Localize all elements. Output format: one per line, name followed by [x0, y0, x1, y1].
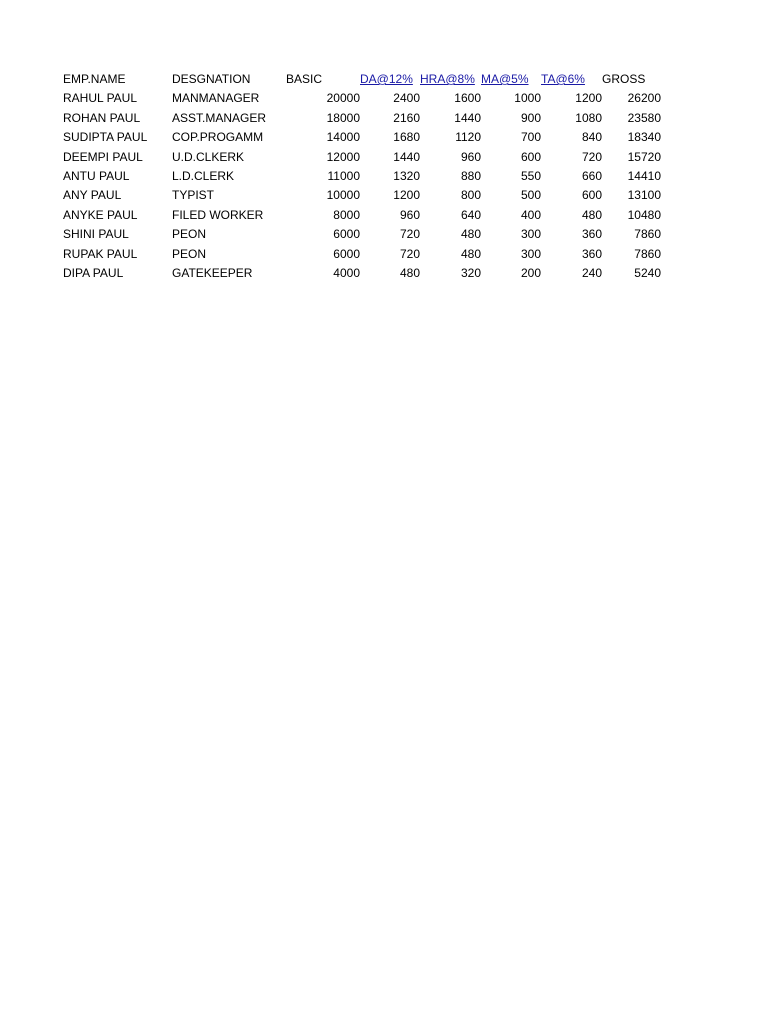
- cell-designation: PEON: [172, 246, 207, 261]
- cell-designation: PEON: [172, 227, 207, 242]
- cell-ma: 1000: [514, 91, 541, 106]
- payroll-table: [63, 70, 661, 283]
- cell-gross: 18340: [627, 130, 661, 145]
- cell-designation: TYPIST: [172, 188, 215, 203]
- cell-da: 2400: [393, 91, 420, 106]
- cell-designation: GATEKEEPER: [172, 266, 253, 281]
- cell-emp-name: ANTU PAUL: [63, 169, 130, 184]
- cell-basic: 6000: [333, 246, 360, 261]
- header-gross: GROSS: [602, 72, 646, 86]
- cell-ma: 550: [520, 169, 541, 184]
- cell-gross: 23580: [627, 110, 661, 125]
- cell-da: 2160: [393, 110, 420, 125]
- cell-ta: 1080: [575, 110, 602, 125]
- cell-da: 720: [399, 227, 420, 242]
- header-ta-label[interactable]: TA@6%: [541, 72, 585, 86]
- cell-designation: MANMANAGER: [172, 91, 260, 106]
- table-row: [63, 109, 661, 128]
- cell-ta: 1200: [575, 91, 602, 106]
- cell-ta: 480: [581, 207, 602, 222]
- cell-emp-name: SHINI PAUL: [63, 227, 129, 242]
- payroll-sheet: [63, 70, 661, 283]
- cell-ta: 660: [581, 169, 602, 184]
- cell-designation: FILED WORKER: [172, 207, 264, 222]
- cell-gross: 7860: [634, 246, 661, 261]
- cell-hra: 800: [460, 188, 481, 203]
- cell-hra: 1600: [454, 91, 481, 106]
- cell-hra: 480: [460, 227, 481, 242]
- cell-hra: 960: [460, 149, 481, 164]
- cell-designation: COP.PROGAMM: [172, 130, 264, 145]
- cell-hra: 480: [460, 246, 481, 261]
- cell-emp-name: ANYKE PAUL: [63, 207, 138, 222]
- cell-ma: 300: [520, 246, 541, 261]
- cell-gross: 14410: [627, 169, 661, 184]
- cell-gross: 13100: [627, 188, 661, 203]
- cell-basic: 18000: [326, 110, 360, 125]
- cell-ta: 600: [581, 188, 602, 203]
- header-hra-label[interactable]: HRA@8%: [420, 72, 475, 86]
- cell-emp-name: RAHUL PAUL: [63, 91, 138, 106]
- header-ma-link[interactable]: [481, 70, 541, 89]
- cell-ma: 400: [520, 207, 541, 222]
- header-emp-name: EMP.NAME: [63, 72, 126, 86]
- cell-ma: 200: [520, 266, 541, 281]
- cell-emp-name: ANY PAUL: [63, 188, 122, 203]
- cell-basic: 12000: [326, 149, 360, 164]
- cell-ta: 240: [581, 266, 602, 281]
- header-basic: BASIC: [286, 72, 323, 86]
- cell-designation: ASST.MANAGER: [172, 110, 267, 125]
- cell-gross: 7860: [634, 227, 661, 242]
- table-row: [63, 128, 661, 147]
- table-row: [63, 225, 661, 244]
- cell-emp-name: SUDIPTA PAUL: [63, 130, 148, 145]
- cell-da: 960: [399, 207, 420, 222]
- cell-ma: 600: [520, 149, 541, 164]
- table-row: [63, 167, 661, 186]
- header-hra-link[interactable]: [420, 70, 481, 89]
- header-row: [63, 70, 661, 89]
- header-ma-label[interactable]: MA@5%: [481, 72, 529, 86]
- cell-basic: 6000: [333, 227, 360, 242]
- table-row: [63, 89, 661, 108]
- header-ta-link[interactable]: [541, 70, 602, 89]
- cell-gross: 5240: [634, 266, 661, 281]
- cell-ta: 720: [581, 149, 602, 164]
- cell-basic: 14000: [326, 130, 360, 145]
- cell-da: 720: [399, 246, 420, 261]
- table-row: [63, 264, 661, 283]
- cell-da: 1320: [393, 169, 420, 184]
- cell-gross: 10480: [627, 207, 661, 222]
- table-row: [63, 245, 661, 264]
- cell-emp-name: DEEMPI PAUL: [63, 149, 143, 164]
- cell-ma: 500: [520, 188, 541, 203]
- cell-gross: 15720: [627, 149, 661, 164]
- header-da-label[interactable]: DA@12%: [360, 72, 413, 86]
- cell-emp-name: DIPA PAUL: [63, 266, 124, 281]
- cell-emp-name: ROHAN PAUL: [63, 110, 141, 125]
- cell-ma: 700: [520, 130, 541, 145]
- cell-ma: 300: [520, 227, 541, 242]
- cell-basic: 10000: [326, 188, 360, 203]
- cell-basic: 20000: [326, 91, 360, 106]
- cell-gross: 26200: [627, 91, 661, 106]
- cell-ta: 840: [581, 130, 602, 145]
- cell-ta: 360: [581, 227, 602, 242]
- cell-basic: 8000: [333, 207, 360, 222]
- cell-hra: 1120: [455, 130, 481, 145]
- cell-da: 1200: [393, 188, 420, 203]
- cell-designation: L.D.CLERK: [172, 169, 235, 184]
- header-da-link[interactable]: [360, 70, 420, 89]
- cell-da: 1680: [393, 130, 420, 145]
- cell-hra: 1440: [454, 110, 481, 125]
- cell-hra: 640: [460, 207, 481, 222]
- table-row: [63, 206, 661, 225]
- cell-ta: 360: [581, 246, 602, 261]
- cell-designation: U.D.CLKERK: [172, 149, 245, 164]
- cell-basic: 4000: [333, 266, 360, 281]
- cell-da: 480: [399, 266, 420, 281]
- cell-hra: 320: [460, 266, 481, 281]
- cell-basic: 11000: [327, 169, 360, 184]
- cell-emp-name: RUPAK PAUL: [63, 246, 138, 261]
- table-row: [63, 148, 661, 167]
- header-designation: DESGNATION: [172, 72, 251, 86]
- cell-da: 1440: [393, 149, 420, 164]
- cell-hra: 880: [460, 169, 481, 184]
- cell-ma: 900: [520, 110, 541, 125]
- table-row: [63, 186, 661, 205]
